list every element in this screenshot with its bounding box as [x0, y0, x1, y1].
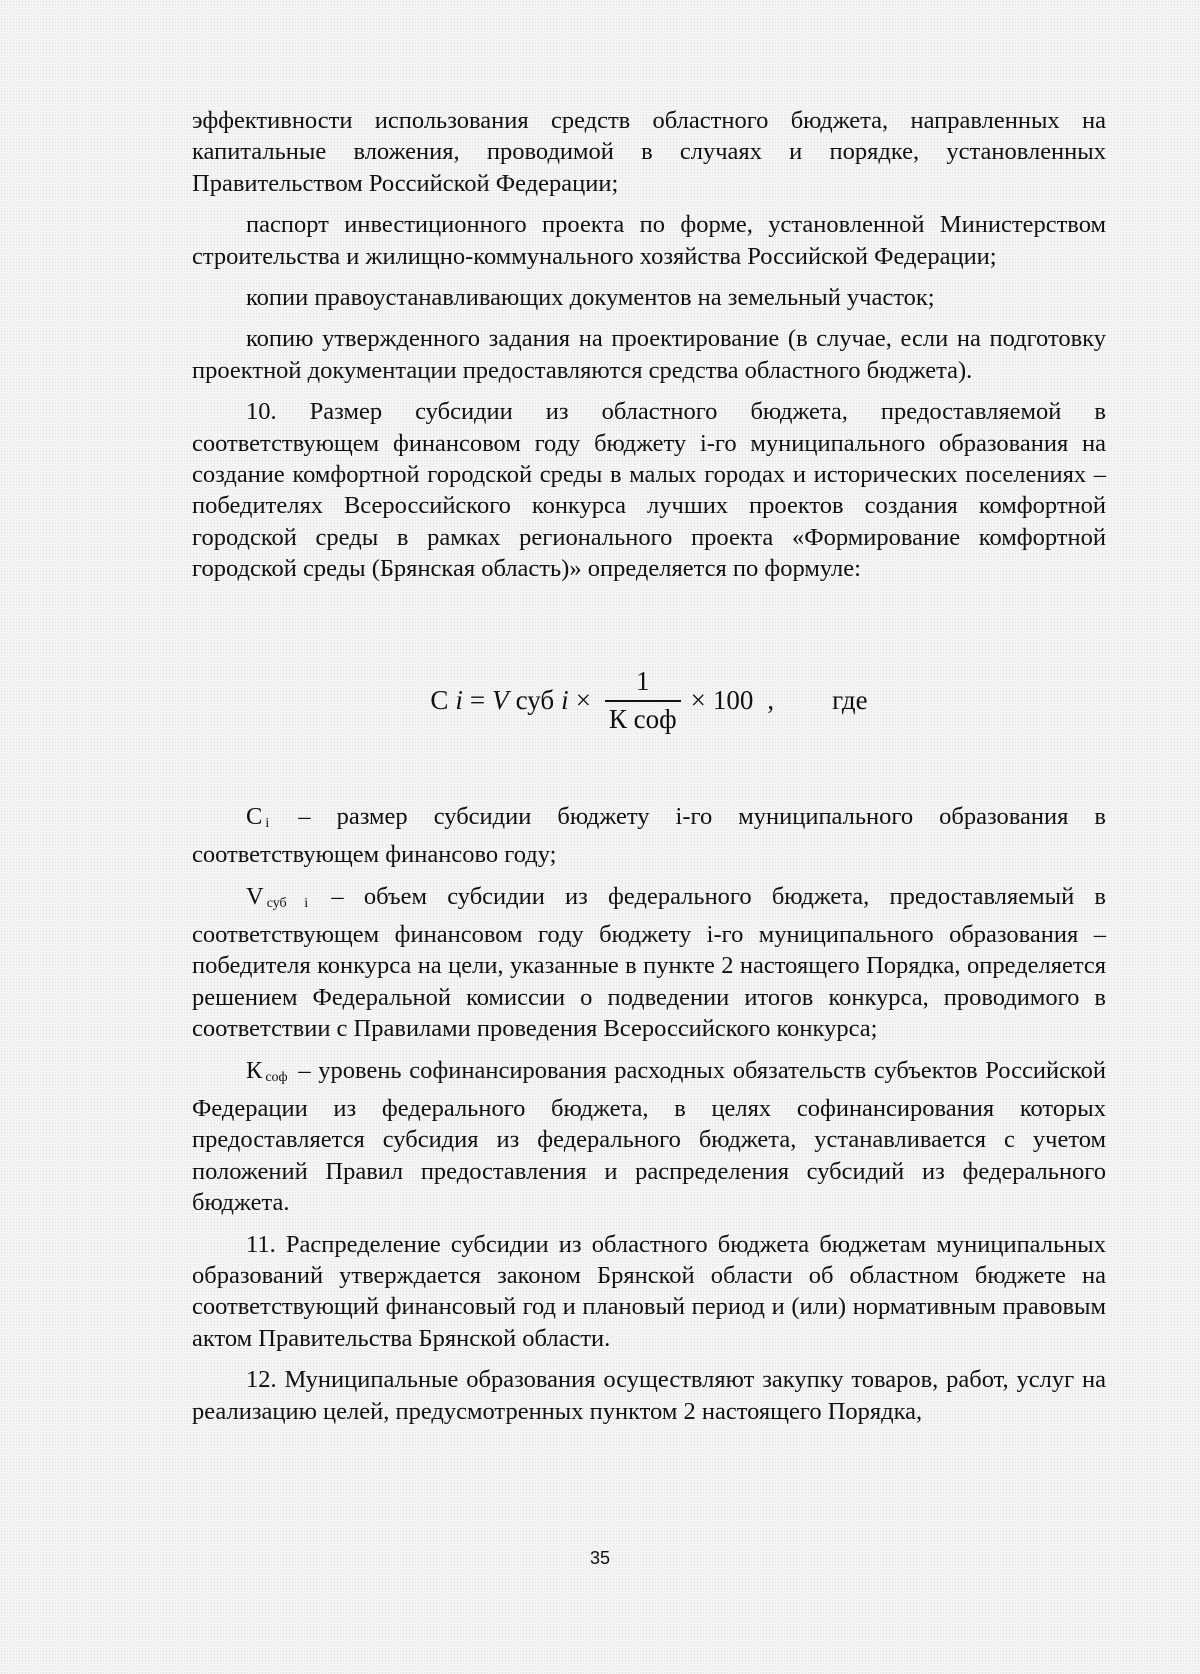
formula-sub-label: суб	[515, 684, 555, 715]
definition-subscript: i	[265, 815, 270, 831]
formula-where: где	[832, 684, 868, 715]
document-body	[192, 105, 1106, 1437]
formula-expression	[430, 666, 867, 735]
definition-text: – размер субсидии бюджету i-го муниципального образования в соответствующем финансово году;	[192, 802, 1106, 869]
formula-comma: ,	[767, 684, 775, 715]
definition-subscript: суб i	[266, 895, 309, 911]
formula-index-i-2: i	[561, 684, 569, 715]
definition-symbol: С	[246, 802, 263, 830]
paragraph-land-documents: копии правоустанавливающих документов на земельный участок;	[246, 284, 935, 312]
formula-times: ×	[575, 684, 591, 715]
definition-subscript: соф	[265, 1069, 288, 1085]
formula-index-i: i	[455, 684, 463, 715]
formula-times-2: ×	[690, 684, 706, 715]
paragraph-efficiency-continuation: эффективности использования средств областного бюджета, направленных на капитальные вложения, проводимой в случаях и порядке, установленных Правительством Российской Федерации;	[192, 107, 1106, 197]
formula-numerator: 1	[636, 665, 650, 696]
formula-equals: =	[469, 684, 486, 715]
definition-text: – объем субсидии из федерального бюджета, предоставляемый в соответствующем финансовом году бюджету i-го муниципального образования – победителя конкурса на цели, указанные в пункте 2 настоящего Порядка, определяется решением Федеральной комиссии о подведении итогов конкурса, проводимого в соответствии с Правилами проведения Всероссийского конкурса;	[192, 882, 1106, 1043]
formula-hundred: 100	[712, 684, 754, 715]
paragraph-investment-passport: паспорт инвестиционного проекта по форме, установленной Министерством строительства и жилищно-коммунального хозяйства Российской Федерации;	[192, 211, 1106, 270]
definition-symbol: К	[246, 1056, 263, 1084]
page-number: 35	[589, 1548, 611, 1568]
paragraph-10-subsidy-size: 10. Размер субсидии из областного бюджета, предоставляемой в соответствующем финансовом году бюджету i-го муниципального образования на создание комфортной городской среды в малых городах и исторических поселениях – победителях Всероссийского конкурса лучших проектов создания комфортной городской среды в рамках регионального проекта «Формирование комфортной городской среды (Брянская область)» определяется по формуле:	[192, 398, 1106, 583]
definition-v-sub-i	[192, 881, 1106, 1045]
formula-fraction	[605, 666, 681, 735]
definition-symbol: V	[246, 882, 264, 910]
subsidy-formula	[192, 641, 1106, 761]
paragraph-12-procurement: 12. Муниципальные образования осуществляют закупку товаров, работ, услуг на реализацию целей, предусмотренных пунктом 2 настоящего Порядка,	[192, 1366, 1106, 1425]
paragraph-11-distribution: 11. Распределение субсидии из областного бюджета бюджетам муниципальных образований утверждается законом Брянской области об областном бюджете на соответствующий финансовый год и плановый период и (или) нормативным правовым актом Правительства Брянской области.	[192, 1230, 1106, 1352]
paragraph-design-task: копию утвержденного задания на проектирование (в случае, если на подготовку проектной документации предоставляются средства областного бюджета).	[192, 325, 1106, 384]
formula-symbol-c: C	[430, 684, 449, 715]
definition-k-cof	[192, 1055, 1106, 1219]
definition-text: – уровень софинансирования расходных обязательств субъектов Российской Федерации из федерального бюджета, в целях софинансирования которых предоставляется субсидия из федерального бюджета, устанавливается с учетом положений Правил предоставления и распределения субсидий из федерального бюджета.	[192, 1056, 1106, 1217]
definition-c-i	[192, 801, 1106, 871]
formula-symbol-v: V	[492, 684, 509, 715]
formula-denominator: К соф	[608, 703, 677, 734]
